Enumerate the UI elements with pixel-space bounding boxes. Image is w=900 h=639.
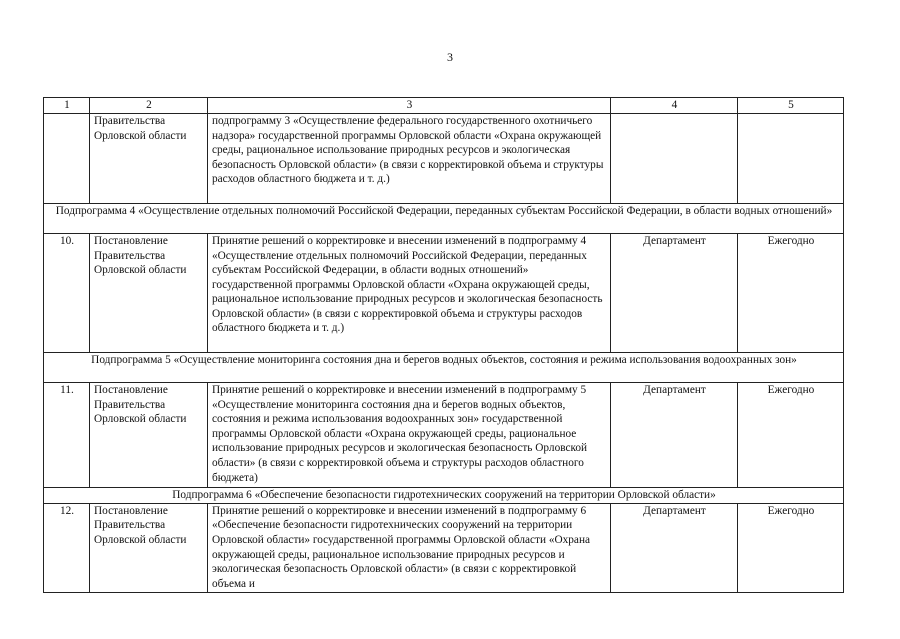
column-header: 4 bbox=[611, 98, 738, 114]
term-cell: Ежегодно bbox=[738, 382, 844, 487]
subprogram-heading-row bbox=[44, 487, 844, 503]
term-cell: Ежегодно bbox=[738, 503, 844, 592]
table-row bbox=[44, 382, 844, 487]
table-row bbox=[44, 233, 844, 352]
term-cell: Ежегодно bbox=[738, 233, 844, 352]
row-number-cell bbox=[44, 114, 90, 204]
term-cell bbox=[738, 114, 844, 204]
responsible-cell bbox=[611, 114, 738, 204]
table-row bbox=[44, 114, 844, 204]
description-cell: Принятие решений о корректировке и внесении изменений в подпрограмму 5 «Осуществление мониторинга состояния дна и берегов водных объектов, состояния и режима использования водоохранных зон» государственной программы Орловской области «Охрана окружающей среды, рациональное использование природных ресурсов и экологическая безопасность Орловской области» (в связи с корректировкой объема и структуры расходов областного бюджета) bbox=[208, 382, 611, 487]
column-header: 5 bbox=[738, 98, 844, 114]
plan-table bbox=[43, 97, 844, 593]
column-header: 3 bbox=[208, 98, 611, 114]
document-cell: Правительства Орловской области bbox=[90, 114, 208, 204]
document-cell: Постановление Правительства Орловской области bbox=[90, 233, 208, 352]
document-cell: Постановление Правительства Орловской области bbox=[90, 382, 208, 487]
row-number-cell: 12. bbox=[44, 503, 90, 592]
row-number-cell: 11. bbox=[44, 382, 90, 487]
responsible-cell: Департамент bbox=[611, 233, 738, 352]
document-cell: Постановление Правительства Орловской области bbox=[90, 503, 208, 592]
responsible-cell: Департамент bbox=[611, 382, 738, 487]
table-header-row bbox=[44, 98, 844, 114]
subprogram-heading: Подпрограмма 6 «Обеспечение безопасности гидротехнических сооружений на территории Орловской области» bbox=[44, 487, 844, 503]
subprogram-heading-row bbox=[44, 352, 844, 382]
description-cell: Принятие решений о корректировке и внесении изменений в подпрограмму 4 «Осуществление отдельных полномочий Российской Федерации, переданных субъектам Российской Федерации, в области водных отношений» государственной программы Орловской области «Охрана окружающей среды, рациональное использование природных ресурсов и экологическая безопасность Орловской области» (в связи с корректировкой объема и структуры расходов областного бюджета и т. д.) bbox=[208, 233, 611, 352]
description-cell: Принятие решений о корректировке и внесении изменений в подпрограмму 6 «Обеспечение безопасности гидротехнических сооружений на территории Орловской области» государственной программы Орловской области «Охрана окружающей среды, рациональное использование природных ресурсов и экологическая безопасность Орловской области» (в связи с корректировкой объема и bbox=[208, 503, 611, 592]
column-header: 1 bbox=[44, 98, 90, 114]
page-number: 3 bbox=[447, 50, 453, 64]
table-row bbox=[44, 503, 844, 592]
subprogram-heading: Подпрограмма 4 «Осуществление отдельных полномочий Российской Федерации, переданных субъектам Российской Федерации, в области водных отношений» bbox=[44, 203, 844, 233]
column-header: 2 bbox=[90, 98, 208, 114]
subprogram-heading: Подпрограмма 5 «Осуществление мониторинга состояния дна и берегов водных объектов, состояния и режима использования водоохранных зон» bbox=[44, 352, 844, 382]
responsible-cell: Департамент bbox=[611, 503, 738, 592]
subprogram-heading-row bbox=[44, 203, 844, 233]
row-number-cell: 10. bbox=[44, 233, 90, 352]
description-cell: подпрограмму 3 «Осуществление федерального государственного охотничьего надзора» государственной программы Орловской области «Охрана окружающей среды, рациональное использование природных ресурсов и экологическая безопасность Орловской области» (в связи с корректировкой объема и структуры расходов областного бюджета и т. д.) bbox=[208, 114, 611, 204]
